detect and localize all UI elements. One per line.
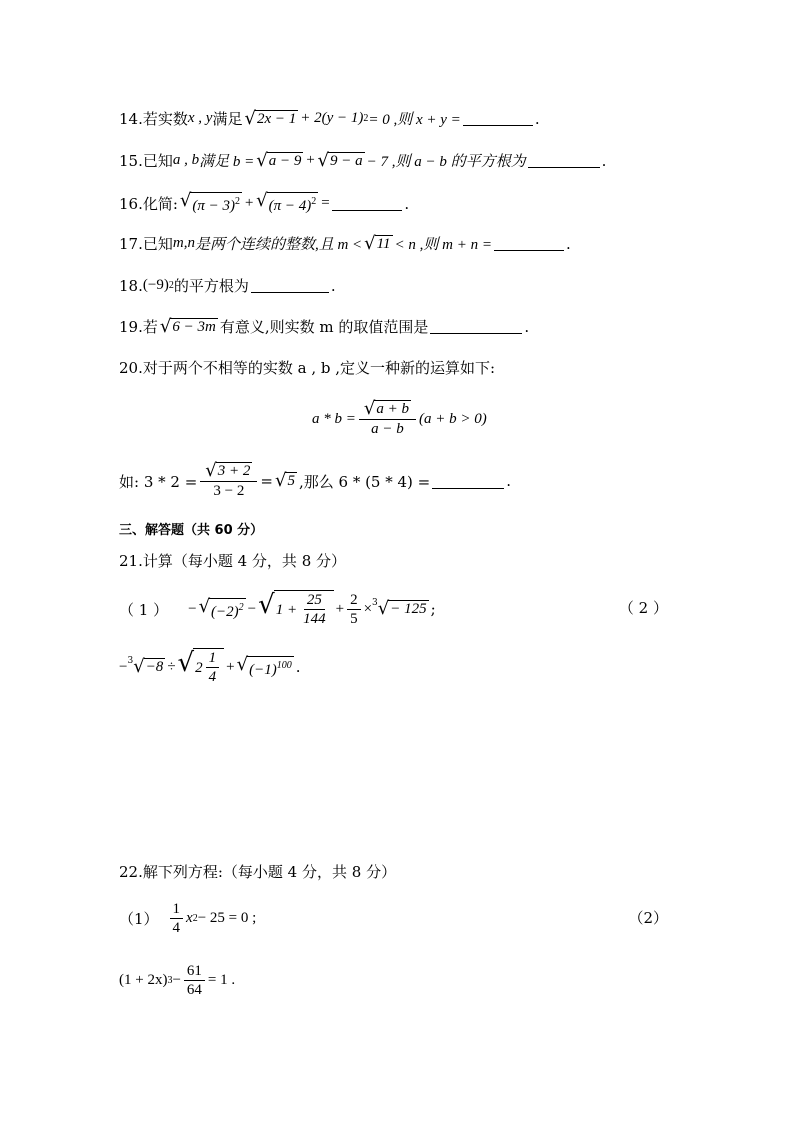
q18-answer-blank[interactable] <box>251 278 329 293</box>
q16-answer-blank[interactable] <box>332 196 402 211</box>
question-15: 15.已知 a , b 满足 b = √ a − 9 + √ 9 − a − 7 ,则 a − b 的平方根为 . <box>119 149 607 171</box>
question-22-part-2-label: （2） <box>628 909 668 927</box>
q14-expr-c: = 0 ,则 x + y = <box>368 112 461 128</box>
question-21-title: 21.计算（每小题 4 分，共 8 分） <box>119 552 347 570</box>
question-19: 19.若 √ 6 − 3m 有意义,则实数 m 的取值范围是 . <box>119 315 530 337</box>
q14-answer-blank[interactable] <box>463 111 533 126</box>
question-22-part-1: （1） $\frac{1}{4}$ x 2 − 25 = 0 ; <box>119 901 257 936</box>
q14-expr-b: + 2(y − 1) <box>300 110 364 126</box>
q20-answer-blank[interactable] <box>432 474 504 489</box>
question-14: 14.若实数 x , y 满足 √ 2x − 1 + 2(y − 1) 2 = 0 ,则 x + y = . <box>119 107 540 129</box>
question-20: 20.对于两个不相等的实数 a , b ,定义一种新的运算如下: <box>119 359 496 377</box>
question-21-part-2-label: （ 2 ） <box>618 599 668 617</box>
question-21-part-2: − 3 √ −8 ÷ √ 2 $\frac{1}{4}$ + √ $(-1)^{100}$ . <box>119 648 301 685</box>
question-22-part-2: (1 + 2x) 3 − $\frac{61}{64}$ = 1 . <box>119 963 236 998</box>
question-17: 17.已知 m,n 是两个连续的整数,且 m < √ 11 < n ,则 m + n = . <box>119 232 571 254</box>
q14-vars: x , y <box>187 110 213 126</box>
question-22-title: 22.解下列方程:（每小题 4 分，共 8 分） <box>119 863 397 881</box>
q14-prefix: 14.若实数 <box>119 110 188 128</box>
q15-answer-blank[interactable] <box>528 153 600 168</box>
q17-answer-blank[interactable] <box>494 236 564 251</box>
q14-mid: 满足 <box>212 110 243 128</box>
question-21-part-1: （ 1 ） − √ $(-2)^2$ − √ 1 + $\frac{25}{144}$ + $\frac{2}{5}$ × 3 √ − 125 ; <box>119 590 436 627</box>
q14-sqrt: √ 2x − 1 <box>244 107 297 129</box>
section-3-heading: 三、解答题（共 60 分） <box>119 523 264 538</box>
example-line: 如: 3 * 2 = √ 3 + 2 3 − 2 = √ 5 ,那么 6 * (5 * 4) = . <box>119 460 512 499</box>
question-16: 16.化简: √ $(\pi - 3)^2$ + √ $(\pi - 4)^2$ = . <box>119 190 410 214</box>
q19-answer-blank[interactable] <box>430 319 522 334</box>
operation-definition: a * b = √ a + b a − b (a + b > 0) <box>312 398 487 437</box>
question-18: 18. (−9) 2 的平方根为 . <box>119 276 336 295</box>
